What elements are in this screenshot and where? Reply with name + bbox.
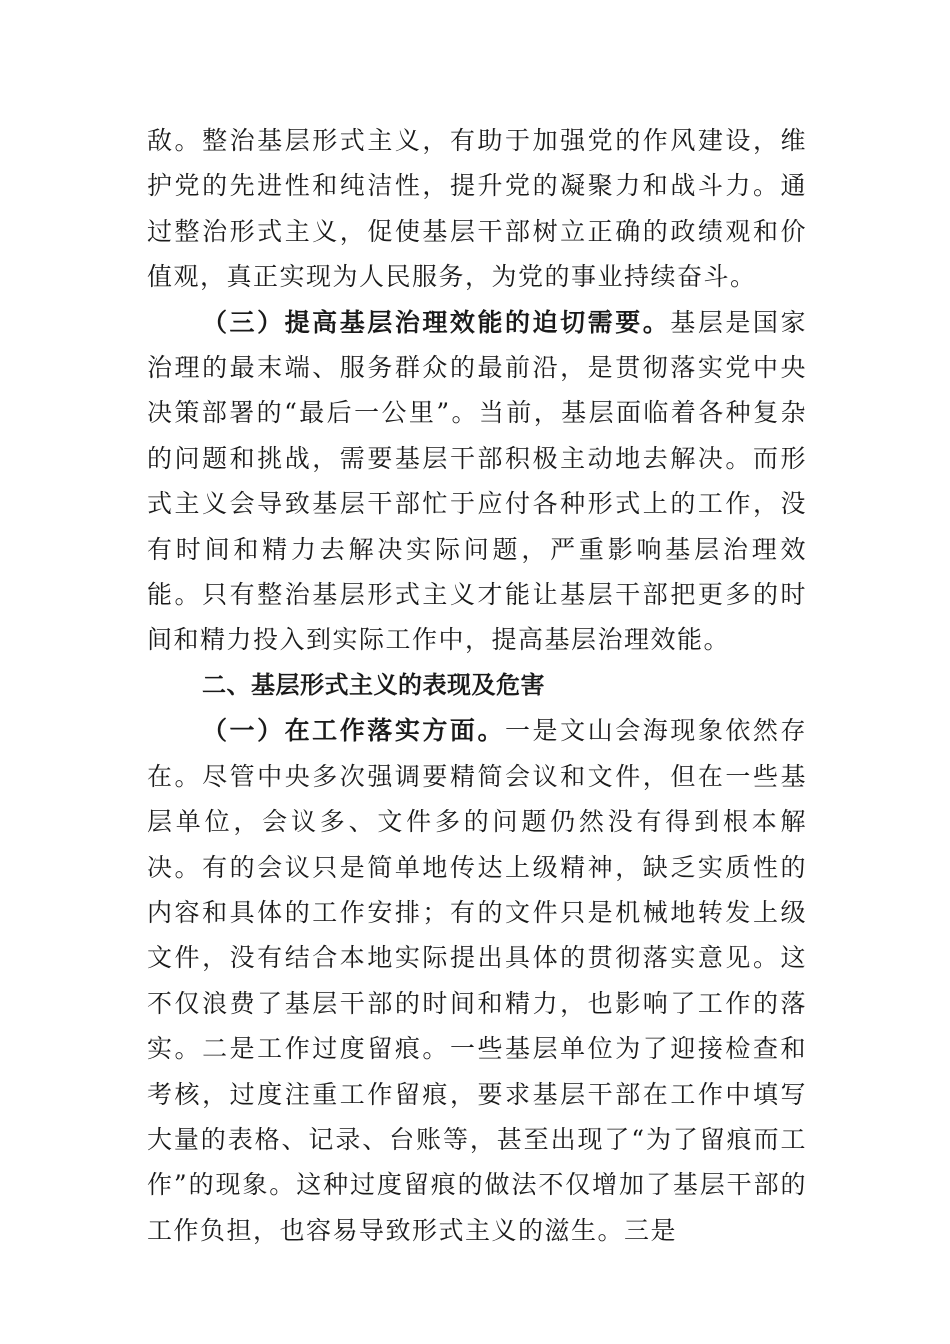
section-three-lead: （三）提高基层治理效能的迫切需要。 [202, 307, 671, 337]
document-body [147, 118, 807, 1253]
paragraph-continuation: 敌。整治基层形式主义，有助于加强党的作风建设，维护党的先进性和纯洁性，提升党的凝聚力和战斗力。通过整治形式主义，促使基层干部树立正确的政绩观和价值观，真正实现为人民服务，为党的事业持续奋斗。 [147, 126, 807, 292]
section-three-body: 基层是国家治理的最末端、服务群众的最前沿，是贯彻落实党中央决策部署的“最后一公里”。当前，基层面临着各种复杂的问题和挑战，需要基层干部积极主动地去解决。而形式主义会导致基层干部忙于应付各种形式上的工作，没有时间和精力去解决实际问题，严重影响基层治理效能。只有整治基层形式主义才能让基层干部把更多的时间和精力投入到实际工作中，提高基层治理效能。 [147, 307, 807, 655]
paragraph-section-three [147, 300, 807, 663]
heading-part-two: 二、基层形式主义的表现及危害 [202, 670, 545, 699]
paragraph-section-one [147, 708, 807, 1253]
section-one-lead: （一）在工作落实方面。 [202, 716, 506, 746]
section-one-body: 一是文山会海现象依然存在。尽管中央多次强调要精简会议和文件，但在一些基层单位，会议多、文件多的问题仍然没有得到根本解决。有的会议只是简单地传达上级精神，缺乏实质性的内容和具体的工作安排；有的文件只是机械地转发上级文件，没有结合本地实际提出具体的贯彻落实意见。这不仅浪费了基层干部的时间和精力，也影响了工作的落实。二是工作过度留痕。一些基层单位为了迎接检查和考核，过度注重工作留痕，要求基层干部在工作中填写大量的表格、记录、台账等，甚至出现了“为了留痕而工作”的现象。这种过度留痕的做法不仅增加了基层干部的工作负担，也容易导致形式主义的滋生。三是 [147, 716, 807, 1245]
